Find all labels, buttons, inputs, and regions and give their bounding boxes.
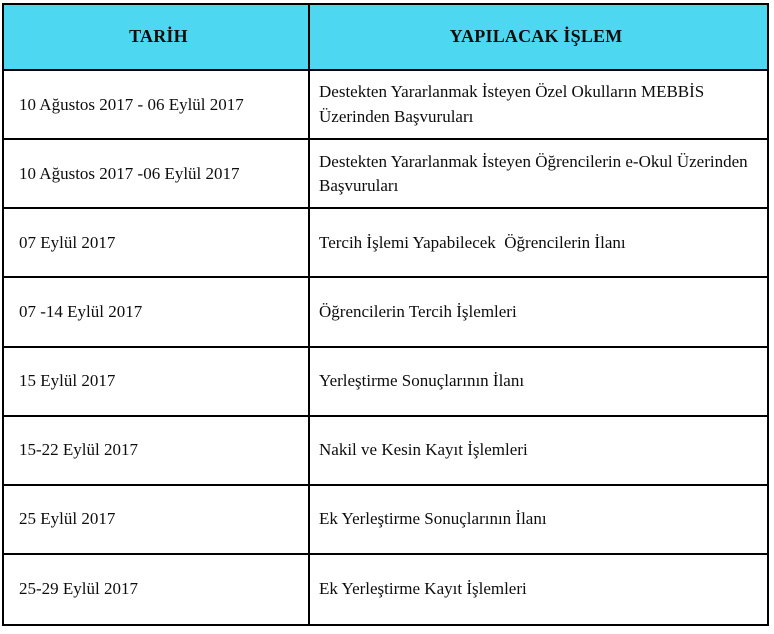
column-header-tarih: TARİH bbox=[4, 5, 310, 69]
table-row bbox=[4, 278, 767, 347]
date-cell: 15 Eylül 2017 bbox=[4, 348, 310, 415]
action-cell: Tercih İşlemi Yapabilecek Öğrencilerin İlanı bbox=[319, 232, 626, 252]
column-header-yapilacak-islem: YAPILACAK İŞLEM bbox=[310, 5, 767, 69]
date-cell: 07 Eylül 2017 bbox=[4, 209, 310, 276]
table-body bbox=[4, 71, 767, 624]
date-cell: 25-29 Eylül 2017 bbox=[4, 555, 310, 624]
table-row bbox=[4, 209, 767, 278]
table-row bbox=[4, 348, 767, 417]
table-row bbox=[4, 417, 767, 486]
date-cell: 10 Ağustos 2017 - 06 Eylül 2017 bbox=[4, 71, 310, 138]
table-row bbox=[4, 140, 767, 209]
action-cell: Ek Yerleştirme Sonuçlarının İlanı bbox=[319, 509, 547, 529]
table-row bbox=[4, 555, 767, 624]
table-row bbox=[4, 486, 767, 555]
action-cell: Destekten Yararlanmak İsteyen Özel Okulların MEBBİS Üzerinden Başvuruları bbox=[319, 82, 709, 126]
action-cell: Nakil ve Kesin Kayıt İşlemleri bbox=[319, 440, 528, 460]
action-cell: Yerleştirme Sonuçlarının İlanı bbox=[319, 371, 525, 390]
date-cell: 10 Ağustos 2017 -06 Eylül 2017 bbox=[4, 140, 310, 207]
table-row bbox=[4, 71, 767, 140]
table-header-row bbox=[4, 5, 767, 71]
date-cell: 15-22 Eylül 2017 bbox=[4, 417, 310, 484]
date-cell: 07 -14 Eylül 2017 bbox=[4, 278, 310, 345]
action-cell: Öğrencilerin Tercih İşlemleri bbox=[319, 301, 517, 321]
schedule-table bbox=[2, 3, 769, 626]
date-cell: 25 Eylül 2017 bbox=[4, 486, 310, 553]
action-cell: Ek Yerleştirme Kayıt İşlemleri bbox=[319, 579, 527, 599]
action-cell: Destekten Yararlanmak İsteyen Öğrencilerin e-Okul Üzerinden Başvuruları bbox=[319, 151, 752, 195]
